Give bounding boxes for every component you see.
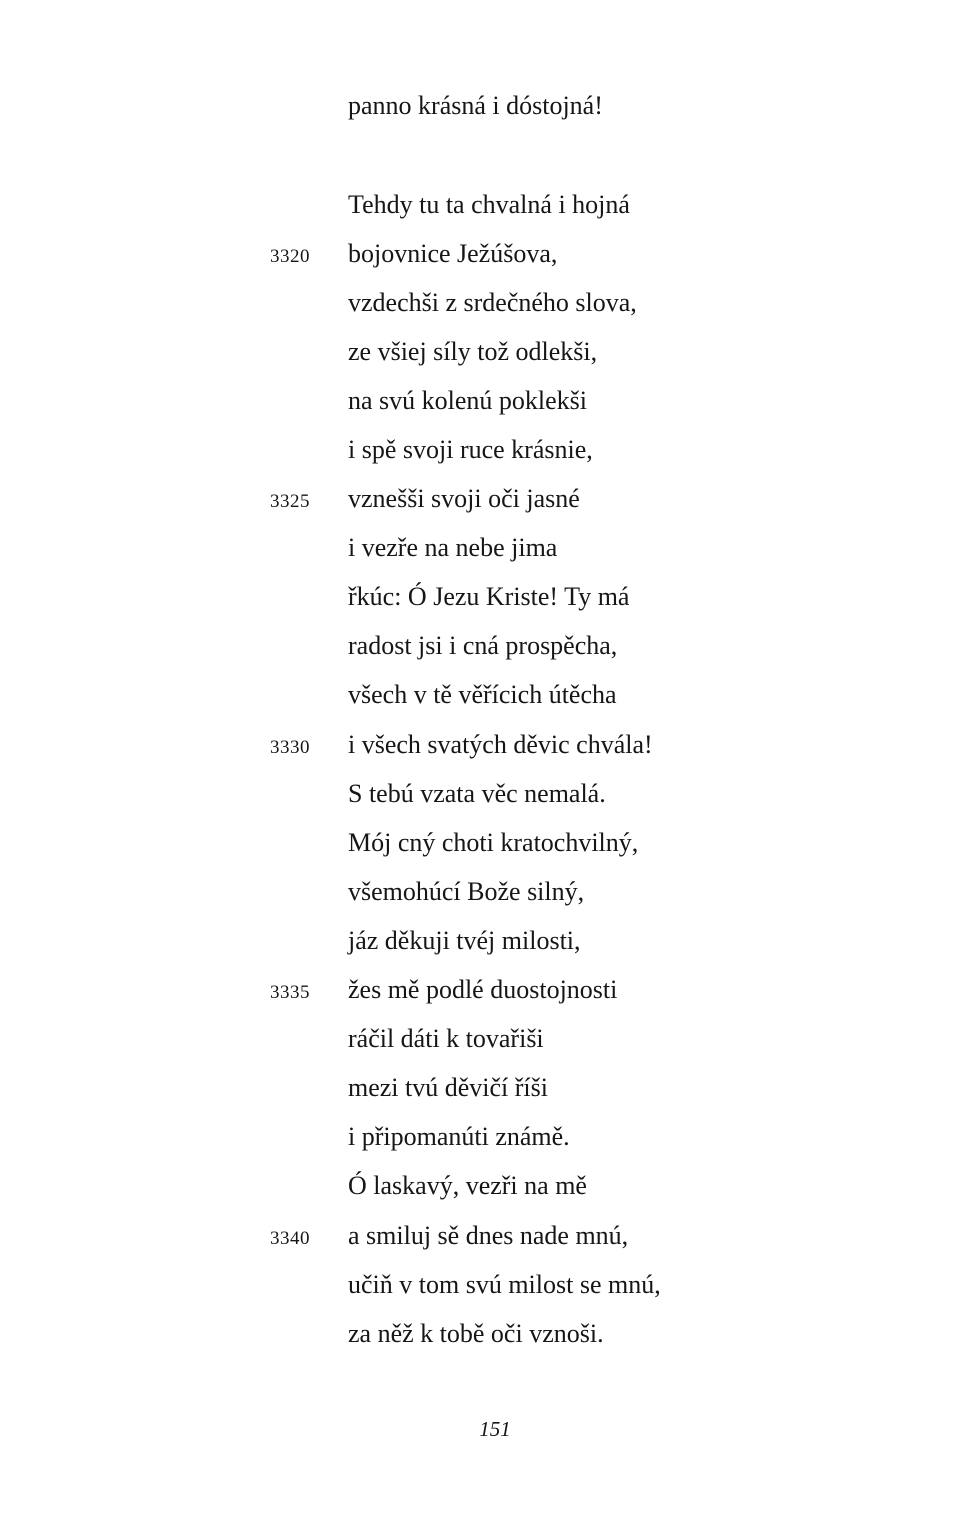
verse-line: vzdechši z srdečného slova, [348,288,637,317]
verse-line: Mój cný choti kratochvilný, [348,828,639,857]
verse-line: i vezře na nebe jima [348,533,558,562]
verse-line: ráčil dáti k tovařiši [348,1024,544,1053]
verse-line: všech v tě věřícich útěcha [348,680,617,709]
line-number: 3320 [270,246,310,267]
verse-line: bojovnice Ježúšova, [348,239,558,268]
line-number: 3325 [270,491,310,512]
verse-line: radost jsi i cná prospěcha, [348,631,618,660]
verse-line: ze všiej síly tož odlekši, [348,337,598,366]
verse-line: i připomanúti známě. [348,1122,570,1151]
verse-line: všemohúcí Bože silný, [348,877,585,906]
verse-line: jáz děkuji tvéj milosti, [348,926,581,955]
verse-line: vznešši svoji oči jasné [348,484,580,513]
verse-line: a smiluj sě dnes nade mnú, [348,1221,629,1250]
verse-line: i všech svatých děvic chvála! [348,730,653,759]
verse-line: Ó laskavý, vezři na mě [348,1171,587,1200]
verse-line: na svú kolenú poklekši [348,386,588,415]
verse-line: učiň v tom svú milost se mnú, [348,1270,661,1299]
verse-line: žes mě podlé duostojnosti [348,975,618,1004]
verse-line: S tebú vzata věc nemalá. [348,779,606,808]
verse-line: řkúc: Ó Jezu Kriste! Ty má [348,582,630,611]
line-number: 3335 [270,982,310,1003]
verse-line: panno krásná i dóstojná! [348,91,603,120]
line-number: 3340 [270,1228,310,1249]
page-number: 151 [479,1417,511,1441]
verse-line: za něž k tobě oči vznoši. [348,1319,604,1348]
verse-line: mezi tvú děvičí říši [348,1073,549,1102]
verse-line: Tehdy tu ta chvalná i hojná [348,190,630,219]
verse-line: i spě svoji ruce krásnie, [348,435,593,464]
line-number: 3330 [270,737,310,758]
